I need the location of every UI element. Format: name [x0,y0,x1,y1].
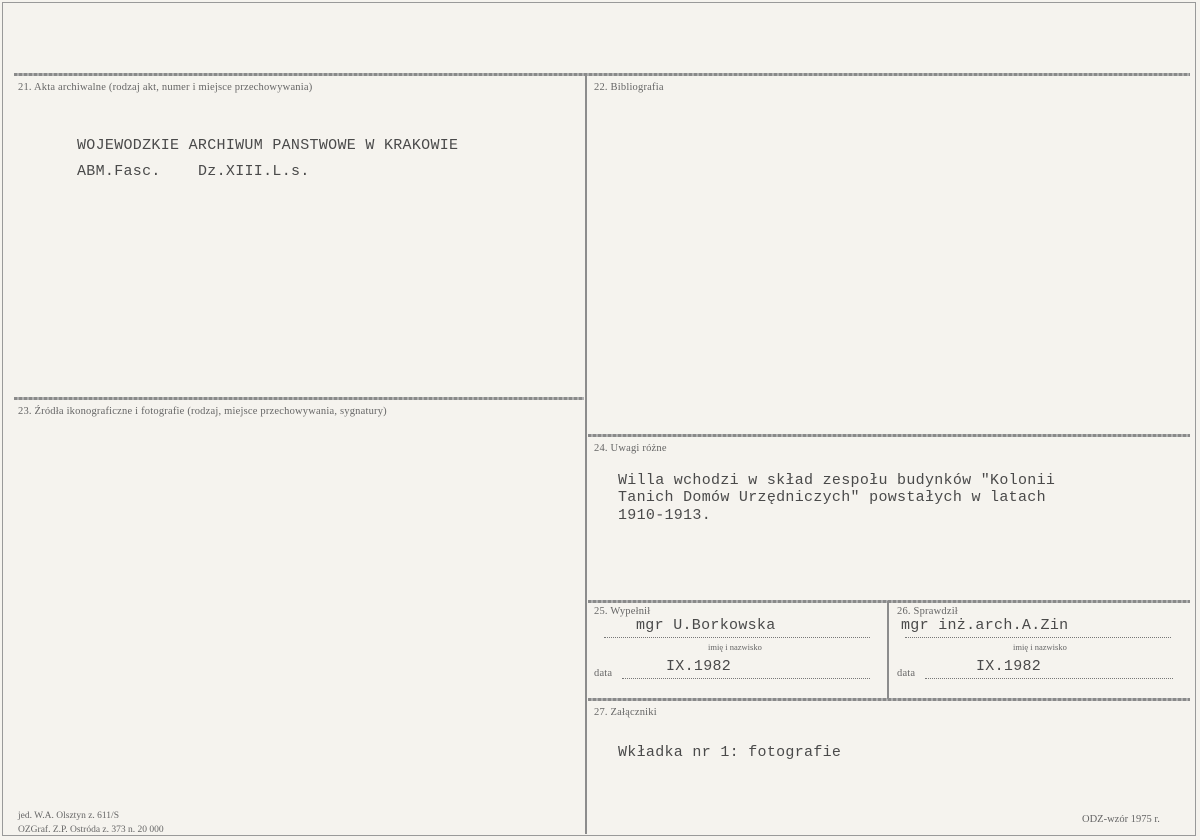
archive-signature: Dz.XIII.L.s. [198,163,310,180]
filled-by-date-line [622,678,870,679]
divider-25-26 [887,601,889,699]
filled-by-date: IX.1982 [666,658,732,675]
section-26-label: 26. Sprawdził [897,606,958,617]
archive-fasc: ABM.Fasc. [77,163,161,180]
filled-by-name: mgr U.Borkowska [636,617,776,634]
checked-by-date: IX.1982 [976,658,1042,675]
section-25-label: 25. Wypełnił [594,606,651,617]
section-22-label: 22. Bibliografia [594,82,664,93]
rule-21-23 [14,397,584,400]
rule-22-24 [588,434,1190,437]
footer-print-line-2: OZGraf. Z.P. Ostróda z. 373 n. 20 000 [18,825,164,835]
section-24-label: 24. Uwagi różne [594,443,667,454]
archive-name: WOJEWODZKIE ARCHIWUM PANSTWOWE W KRAKOWIE [77,137,459,154]
rule-24-25 [588,600,1190,603]
checked-by-caption: imię i nazwisko [1013,642,1067,652]
remarks-line-1: Willa wchodzi w skład zespołu budynków "Kolonii [618,472,1056,489]
center-divider [585,74,587,834]
rule-25-27 [588,698,1190,701]
section-23-label: 23. Źródła ikonograficzne i fotografie (rodzaj, miejsce przechowywania, sygnatury) [18,406,387,417]
filled-by-name-line [604,637,870,638]
checked-by-date-line [925,678,1173,679]
top-rule [14,73,1190,76]
attachments-text: Wkładka nr 1: fotografie [618,744,842,761]
footer-print-info [18,809,164,837]
footer-print-line-1: jed. W.A. Olsztyn z. 611/S [18,811,119,821]
checked-by-date-label: data [897,668,916,679]
section-21-label: 21. Akta archiwalne (rodzaj akt, numer i miejsce przechowywania) [18,82,313,93]
checked-by-name-line [905,637,1171,638]
remarks-line-2: Tanich Domów Urzędniczych" powstałych w latach [618,489,1046,506]
filled-by-caption: imię i nazwisko [708,642,762,652]
section-27-label: 27. Załączniki [594,707,657,718]
checked-by-name: mgr inż.arch.A.Zin [901,617,1069,634]
filled-by-date-label: data [594,668,613,679]
footer-form-model: ODZ-wzór 1975 r. [1082,814,1160,825]
remarks-line-3: 1910-1913. [618,507,712,524]
